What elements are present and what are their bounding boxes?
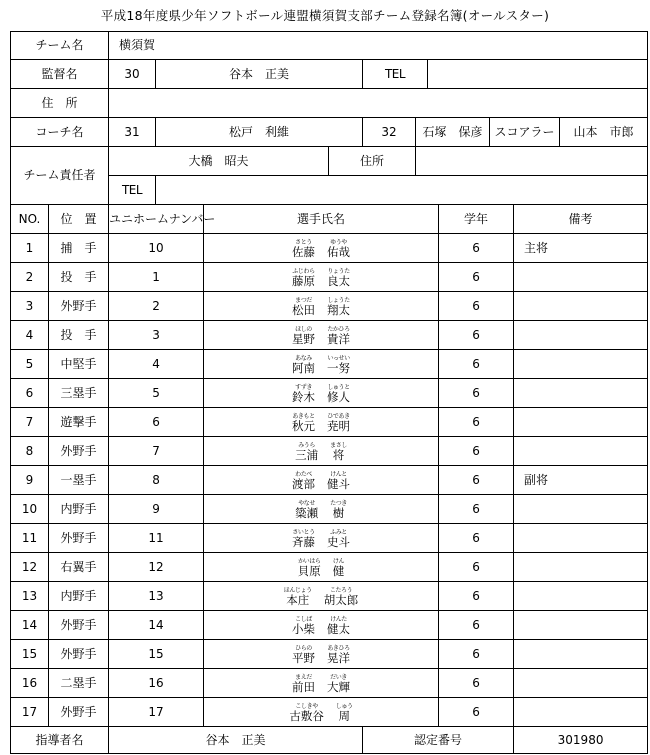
given-name <box>327 239 350 258</box>
given-furigana: しゅう <box>335 702 353 710</box>
surname <box>292 239 315 258</box>
player-uniform: 15 <box>109 640 204 669</box>
player-grade: 6 <box>439 582 514 611</box>
given-kanji: 晃洋 <box>327 650 351 665</box>
player-position: 内野手 <box>49 495 109 524</box>
given-furigana: だいき <box>330 673 347 681</box>
surname-furigana: わたべ <box>295 470 312 478</box>
coach-label: コーチ名 <box>11 118 109 147</box>
player-position: 内野手 <box>49 582 109 611</box>
player-position: 遊撃手 <box>49 408 109 437</box>
surname <box>292 616 315 635</box>
player-note <box>514 408 648 437</box>
given-name <box>333 558 345 577</box>
player-no: 5 <box>11 350 49 379</box>
given-name <box>327 471 350 490</box>
player-name <box>204 321 439 350</box>
player-name <box>204 553 439 582</box>
coach1-name: 松戸 利維 <box>156 118 363 147</box>
player-note <box>514 379 648 408</box>
player-position: 外野手 <box>49 611 109 640</box>
player-grade: 6 <box>439 524 514 553</box>
player-position: 外野手 <box>49 437 109 466</box>
player-name <box>204 698 439 727</box>
coach2-number: 32 <box>363 118 416 147</box>
given-furigana: けん <box>332 557 345 565</box>
surname-kanji: 貝原 <box>297 563 321 578</box>
given-furigana: ゆうや <box>330 238 347 246</box>
player-no: 4 <box>11 321 49 350</box>
responsible-address <box>416 147 648 176</box>
manager-label: 監督名 <box>11 60 109 89</box>
given-furigana: けんと <box>330 470 347 478</box>
given-furigana: しょうた <box>327 296 350 304</box>
leader-label: 指導者名 <box>11 727 109 754</box>
player-note <box>514 263 648 292</box>
player-note <box>514 669 648 698</box>
player-row <box>11 582 648 611</box>
given-kanji: 健 <box>332 563 345 578</box>
team-row <box>11 32 648 60</box>
player-grade: 6 <box>439 495 514 524</box>
player-note: 副将 <box>514 466 648 495</box>
surname-kanji: 小柴 <box>292 621 316 636</box>
given-kanji: 修人 <box>327 389 351 404</box>
given-name <box>324 587 359 606</box>
surname-furigana: あなみ <box>295 354 312 362</box>
given-kanji: 樹 <box>332 505 345 520</box>
player-grade: 6 <box>439 611 514 640</box>
player-no: 17 <box>11 698 49 727</box>
player-note <box>514 495 648 524</box>
surname-kanji: 松田 <box>292 302 316 317</box>
surname-kanji: 斉藤 <box>292 534 316 549</box>
surname-kanji: 秋元 <box>292 418 316 433</box>
responsible-tel <box>156 176 648 205</box>
surname-furigana: ふじわら <box>292 267 315 275</box>
surname <box>292 297 315 316</box>
surname-furigana: みうら <box>298 441 316 449</box>
given-kanji: 一努 <box>327 360 351 375</box>
player-note <box>514 698 648 727</box>
player-uniform: 17 <box>109 698 204 727</box>
player-uniform: 6 <box>109 408 204 437</box>
address-value <box>109 89 648 118</box>
player-name <box>204 350 439 379</box>
surname <box>298 558 321 577</box>
player-no: 7 <box>11 408 49 437</box>
given-name <box>336 703 353 722</box>
player-row <box>11 234 648 263</box>
given-kanji: 尭明 <box>327 418 351 433</box>
given-name <box>327 616 350 635</box>
header-player: 選手氏名 <box>204 205 439 234</box>
player-grade: 6 <box>439 234 514 263</box>
player-row <box>11 524 648 553</box>
player-no: 16 <box>11 669 49 698</box>
coach1-number: 31 <box>109 118 156 147</box>
player-note <box>514 524 648 553</box>
surname <box>292 471 315 490</box>
player-grade: 6 <box>439 379 514 408</box>
surname <box>292 674 315 693</box>
player-no: 9 <box>11 466 49 495</box>
player-name <box>204 611 439 640</box>
player-row <box>11 321 648 350</box>
player-uniform: 3 <box>109 321 204 350</box>
address-label: 住 所 <box>11 89 109 118</box>
manager-row <box>11 60 648 89</box>
given-furigana: しゅうと <box>327 383 350 391</box>
surname <box>292 645 315 664</box>
surname-furigana: こしきや <box>295 702 318 710</box>
player-note <box>514 640 648 669</box>
header-no: NO. <box>11 205 49 234</box>
scorer-name: 山本 市郎 <box>560 118 648 147</box>
player-uniform: 12 <box>109 553 204 582</box>
player-note <box>514 582 648 611</box>
player-uniform: 16 <box>109 669 204 698</box>
surname <box>295 500 318 519</box>
given-furigana: りょうた <box>327 267 350 275</box>
player-row <box>11 437 648 466</box>
surname-furigana: まつだ <box>295 296 312 304</box>
given-name <box>327 384 350 403</box>
player-uniform: 11 <box>109 524 204 553</box>
surname <box>289 703 324 722</box>
player-row <box>11 379 648 408</box>
manager-tel-label: TEL <box>363 60 428 89</box>
player-uniform: 13 <box>109 582 204 611</box>
player-grade: 6 <box>439 698 514 727</box>
given-kanji: 史斗 <box>327 534 351 549</box>
given-name <box>327 413 350 432</box>
player-name <box>204 263 439 292</box>
given-kanji: 佑哉 <box>327 244 351 259</box>
surname-furigana: さとう <box>295 238 312 246</box>
player-position: 三塁手 <box>49 379 109 408</box>
player-no: 15 <box>11 640 49 669</box>
player-uniform: 7 <box>109 437 204 466</box>
player-uniform: 5 <box>109 379 204 408</box>
header-grade: 学年 <box>439 205 514 234</box>
surname-kanji: 簗瀬 <box>295 505 319 520</box>
surname <box>292 384 315 403</box>
cert-label: 認定番号 <box>363 727 514 754</box>
player-row <box>11 698 648 727</box>
responsible-address-label: 住所 <box>329 147 416 176</box>
player-row <box>11 640 648 669</box>
given-furigana: まさし <box>330 441 347 449</box>
player-name <box>204 495 439 524</box>
surname-kanji: 本庄 <box>286 592 310 607</box>
given-furigana: たつき <box>330 499 347 507</box>
player-no: 13 <box>11 582 49 611</box>
surname-kanji: 阿南 <box>292 360 316 375</box>
coaches-row <box>11 118 648 147</box>
player-no: 8 <box>11 437 49 466</box>
given-kanji: 良太 <box>327 273 351 288</box>
team-label: チーム名 <box>11 32 109 60</box>
player-grade: 6 <box>439 263 514 292</box>
surname-kanji: 渡部 <box>292 476 316 491</box>
surname <box>295 442 318 461</box>
surname <box>292 326 315 345</box>
surname-furigana: すずき <box>295 383 312 391</box>
player-grade: 6 <box>439 466 514 495</box>
player-uniform: 8 <box>109 466 204 495</box>
given-furigana: たかひろ <box>327 325 350 333</box>
header-row <box>11 205 648 234</box>
player-no: 2 <box>11 263 49 292</box>
player-grade: 6 <box>439 408 514 437</box>
given-kanji: 貴洋 <box>327 331 351 346</box>
player-position: 外野手 <box>49 524 109 553</box>
manager-tel <box>428 60 648 89</box>
surname-kanji: 前田 <box>292 679 316 694</box>
responsible-name: 大橋 昭夫 <box>109 147 329 176</box>
player-note <box>514 292 648 321</box>
given-name <box>327 529 350 548</box>
player-name <box>204 234 439 263</box>
player-no: 11 <box>11 524 49 553</box>
header-notes: 備考 <box>514 205 648 234</box>
player-uniform: 9 <box>109 495 204 524</box>
player-no: 10 <box>11 495 49 524</box>
surname-furigana: かいはら <box>298 557 321 565</box>
player-note <box>514 553 648 582</box>
player-note <box>514 611 648 640</box>
player-name <box>204 669 439 698</box>
player-uniform: 4 <box>109 350 204 379</box>
player-position: 右翼手 <box>49 553 109 582</box>
given-name <box>330 442 347 461</box>
header-uniform: ユニホームナンバー <box>109 205 204 234</box>
given-furigana: ひであき <box>327 412 350 420</box>
player-no: 1 <box>11 234 49 263</box>
given-name <box>327 297 350 316</box>
given-name <box>327 326 350 345</box>
player-position: 中堅手 <box>49 350 109 379</box>
given-furigana: こたろう <box>329 586 353 594</box>
surname <box>292 413 315 432</box>
player-position: 外野手 <box>49 292 109 321</box>
surname-kanji: 鈴木 <box>292 389 316 404</box>
player-position: 外野手 <box>49 698 109 727</box>
manager-name: 谷本 正美 <box>156 60 363 89</box>
player-grade: 6 <box>439 321 514 350</box>
surname-furigana: あきもと <box>292 412 315 420</box>
surname-furigana: こしば <box>295 615 312 623</box>
surname <box>292 268 315 287</box>
player-position: 投 手 <box>49 321 109 350</box>
given-name <box>327 268 350 287</box>
given-furigana: けんた <box>330 615 347 623</box>
player-rows <box>11 234 648 727</box>
player-uniform: 10 <box>109 234 204 263</box>
player-grade: 6 <box>439 669 514 698</box>
player-name <box>204 379 439 408</box>
player-no: 6 <box>11 379 49 408</box>
surname-furigana: ほしの <box>295 325 312 333</box>
given-kanji: 将 <box>332 447 345 462</box>
surname-furigana: ほんじょう <box>283 586 312 594</box>
player-uniform: 14 <box>109 611 204 640</box>
player-note <box>514 437 648 466</box>
given-name <box>330 500 347 519</box>
player-row <box>11 350 648 379</box>
coach2-name: 石塚 保彦 <box>416 118 490 147</box>
player-name <box>204 292 439 321</box>
player-position: 投 手 <box>49 263 109 292</box>
player-row <box>11 263 648 292</box>
player-name <box>204 640 439 669</box>
player-note <box>514 321 648 350</box>
given-furigana: ふみと <box>330 528 347 536</box>
responsible-tel-label: TEL <box>109 176 156 205</box>
given-name <box>327 645 350 664</box>
given-name <box>327 674 350 693</box>
player-grade: 6 <box>439 553 514 582</box>
player-no: 14 <box>11 611 49 640</box>
given-kanji: 健斗 <box>327 476 351 491</box>
header-position: 位 置 <box>49 205 109 234</box>
scorer-label: スコアラー <box>490 118 560 147</box>
player-position: 一塁手 <box>49 466 109 495</box>
surname-kanji: 平野 <box>292 650 316 665</box>
responsible-label: チーム責任者 <box>11 147 109 205</box>
team-name: 横須賀 <box>109 32 648 60</box>
cert-number: 301980 <box>514 727 648 754</box>
address-row <box>11 89 648 118</box>
given-kanji: 翔太 <box>327 302 351 317</box>
player-uniform: 2 <box>109 292 204 321</box>
player-row <box>11 669 648 698</box>
player-position: 外野手 <box>49 640 109 669</box>
player-row <box>11 611 648 640</box>
player-row <box>11 408 648 437</box>
player-position: 捕 手 <box>49 234 109 263</box>
given-kanji: 胡太郎 <box>323 592 359 607</box>
player-name <box>204 524 439 553</box>
surname-furigana: さいとう <box>292 528 315 536</box>
surname <box>292 529 315 548</box>
player-note <box>514 350 648 379</box>
manager-number: 30 <box>109 60 156 89</box>
responsible-row <box>11 147 648 176</box>
player-row <box>11 466 648 495</box>
player-name <box>204 437 439 466</box>
player-row <box>11 292 648 321</box>
surname-furigana: やなせ <box>298 499 316 507</box>
given-furigana: いっせい <box>327 354 350 362</box>
player-no: 12 <box>11 553 49 582</box>
surname-kanji: 星野 <box>292 331 316 346</box>
player-grade: 6 <box>439 640 514 669</box>
given-kanji: 周 <box>338 708 351 723</box>
player-row <box>11 553 648 582</box>
surname <box>284 587 312 606</box>
given-kanji: 健太 <box>327 621 351 636</box>
given-name <box>327 355 350 374</box>
surname-kanji: 古敷谷 <box>289 708 324 723</box>
player-note: 主将 <box>514 234 648 263</box>
player-uniform: 1 <box>109 263 204 292</box>
leader-name: 谷本 正美 <box>109 727 363 754</box>
player-grade: 6 <box>439 437 514 466</box>
surname <box>292 355 315 374</box>
player-grade: 6 <box>439 292 514 321</box>
surname-kanji: 佐藤 <box>292 244 316 259</box>
player-row <box>11 495 648 524</box>
surname-kanji: 三浦 <box>295 447 319 462</box>
footer-row <box>11 727 648 754</box>
document-title: 平成18年度県少年ソフトボール連盟横須賀支部チーム登録名簿(オールスター) <box>100 8 550 23</box>
surname-kanji: 藤原 <box>292 273 316 288</box>
given-kanji: 大輝 <box>327 679 351 694</box>
player-no: 3 <box>11 292 49 321</box>
given-furigana: あきひろ <box>327 644 350 652</box>
surname-furigana: まえだ <box>295 673 312 681</box>
player-position: 二塁手 <box>49 669 109 698</box>
player-name <box>204 582 439 611</box>
player-name <box>204 466 439 495</box>
player-name <box>204 408 439 437</box>
player-grade: 6 <box>439 350 514 379</box>
surname-furigana: ひらの <box>295 644 312 652</box>
registration-table <box>10 31 648 754</box>
